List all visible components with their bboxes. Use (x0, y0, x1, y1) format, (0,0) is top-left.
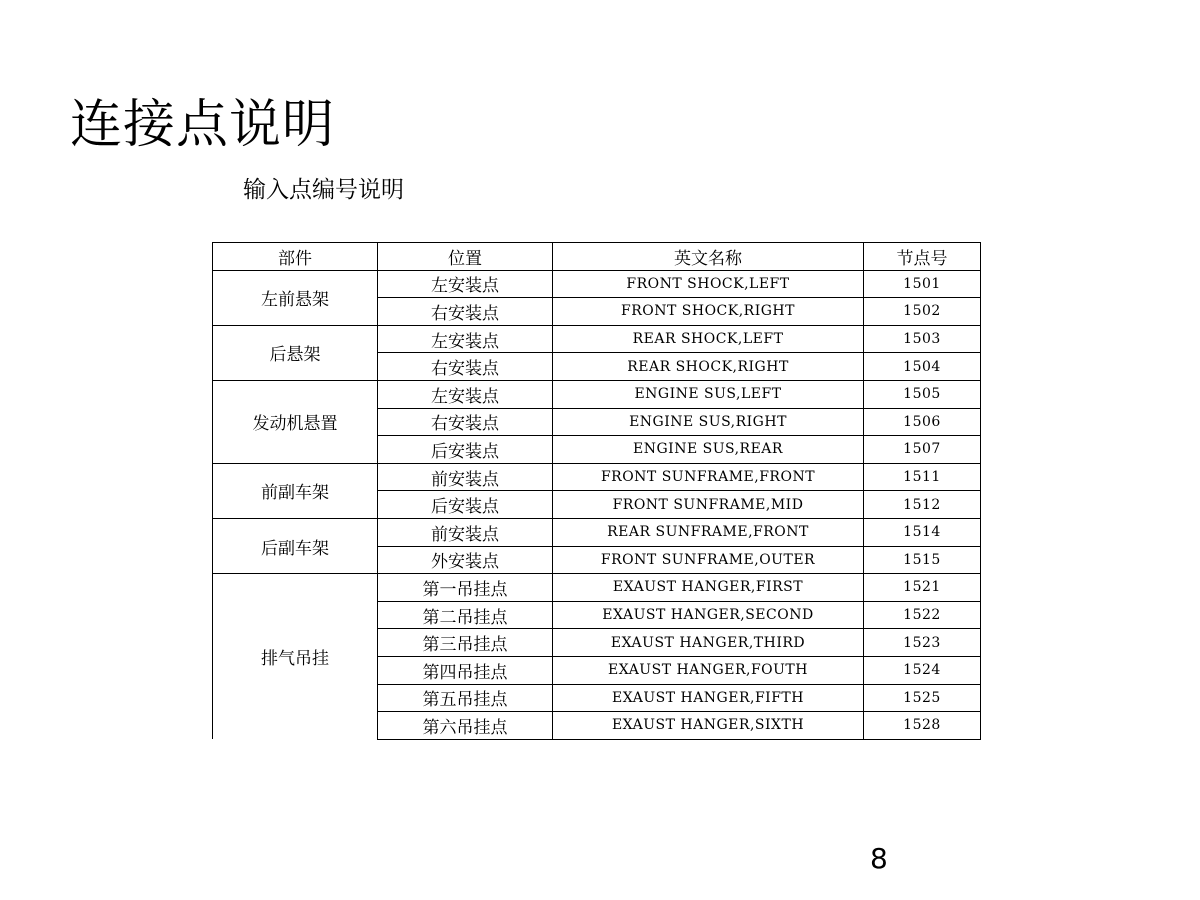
position-cell: 后安装点 (378, 436, 553, 464)
position-cell: 后安装点 (378, 491, 553, 519)
node-number-cell: 1525 (864, 684, 981, 712)
english-name-cell: REAR SHOCK,LEFT (553, 325, 864, 353)
position-cell: 第四吊挂点 (378, 656, 553, 684)
position-cell: 左安装点 (378, 325, 553, 353)
node-number-cell: 1503 (864, 325, 981, 353)
english-name-cell: EXAUST HANGER,FIFTH (553, 684, 864, 712)
position-cell: 第六吊挂点 (378, 712, 553, 740)
header-part: 部件 (213, 243, 378, 271)
node-number-cell: 1515 (864, 546, 981, 574)
english-name-cell: ENGINE SUS,REAR (553, 436, 864, 464)
position-cell: 第三吊挂点 (378, 629, 553, 657)
english-name-cell: FRONT SHOCK,LEFT (553, 270, 864, 298)
english-name-cell: FRONT SUNFRAME,OUTER (553, 546, 864, 574)
position-cell: 前安装点 (378, 518, 553, 546)
node-number-cell: 1502 (864, 298, 981, 326)
table-header-row (213, 243, 981, 271)
section-subtitle: 输入点编号说明 (243, 177, 404, 203)
table-row (213, 463, 981, 491)
position-cell: 右安装点 (378, 298, 553, 326)
part-cell: 前副车架 (213, 463, 378, 518)
node-number-cell: 1512 (864, 491, 981, 519)
header-position: 位置 (378, 243, 553, 271)
header-node-number: 节点号 (864, 243, 981, 271)
position-cell: 第二吊挂点 (378, 601, 553, 629)
position-cell: 前安装点 (378, 463, 553, 491)
position-cell: 第一吊挂点 (378, 574, 553, 602)
table-row (213, 270, 981, 298)
position-cell: 外安装点 (378, 546, 553, 574)
english-name-cell: EXAUST HANGER,SECOND (553, 601, 864, 629)
english-name-cell: EXAUST HANGER,THIRD (553, 629, 864, 657)
header-english-name: 英文名称 (553, 243, 864, 271)
english-name-cell: REAR SHOCK,RIGHT (553, 353, 864, 381)
position-cell: 第五吊挂点 (378, 684, 553, 712)
english-name-cell: ENGINE SUS,RIGHT (553, 408, 864, 436)
table-row (213, 380, 981, 408)
node-number-cell: 1528 (864, 712, 981, 740)
node-number-cell: 1506 (864, 408, 981, 436)
position-cell: 左安装点 (378, 380, 553, 408)
table-body (213, 270, 981, 739)
english-name-cell: FRONT SUNFRAME,MID (553, 491, 864, 519)
english-name-cell: ENGINE SUS,LEFT (553, 380, 864, 408)
table-row (213, 518, 981, 546)
table-row (213, 574, 981, 602)
node-number-cell: 1514 (864, 518, 981, 546)
english-name-cell: EXAUST HANGER,FOUTH (553, 656, 864, 684)
part-cell: 左前悬架 (213, 270, 378, 325)
connection-point-table (212, 242, 981, 740)
position-cell: 左安装点 (378, 270, 553, 298)
table-row (213, 325, 981, 353)
page-title: 连接点说明 (70, 95, 336, 155)
part-cell: 发动机悬置 (213, 380, 378, 463)
node-number-cell: 1507 (864, 436, 981, 464)
english-name-cell: FRONT SHOCK,RIGHT (553, 298, 864, 326)
position-cell: 右安装点 (378, 353, 553, 381)
node-number-cell: 1505 (864, 380, 981, 408)
node-number-cell: 1523 (864, 629, 981, 657)
english-name-cell: REAR SUNFRAME,FRONT (553, 518, 864, 546)
position-cell: 右安装点 (378, 408, 553, 436)
english-name-cell: EXAUST HANGER,SIXTH (553, 712, 864, 740)
part-cell: 后副车架 (213, 518, 378, 573)
node-number-cell: 1524 (864, 656, 981, 684)
page-number: 8 (870, 842, 888, 875)
node-number-cell: 1522 (864, 601, 981, 629)
part-cell: 后悬架 (213, 325, 378, 380)
node-number-cell: 1501 (864, 270, 981, 298)
english-name-cell: EXAUST HANGER,FIRST (553, 574, 864, 602)
english-name-cell: FRONT SUNFRAME,FRONT (553, 463, 864, 491)
node-number-cell: 1511 (864, 463, 981, 491)
node-number-cell: 1521 (864, 574, 981, 602)
part-cell: 排气吊挂 (213, 574, 378, 740)
node-number-cell: 1504 (864, 353, 981, 381)
